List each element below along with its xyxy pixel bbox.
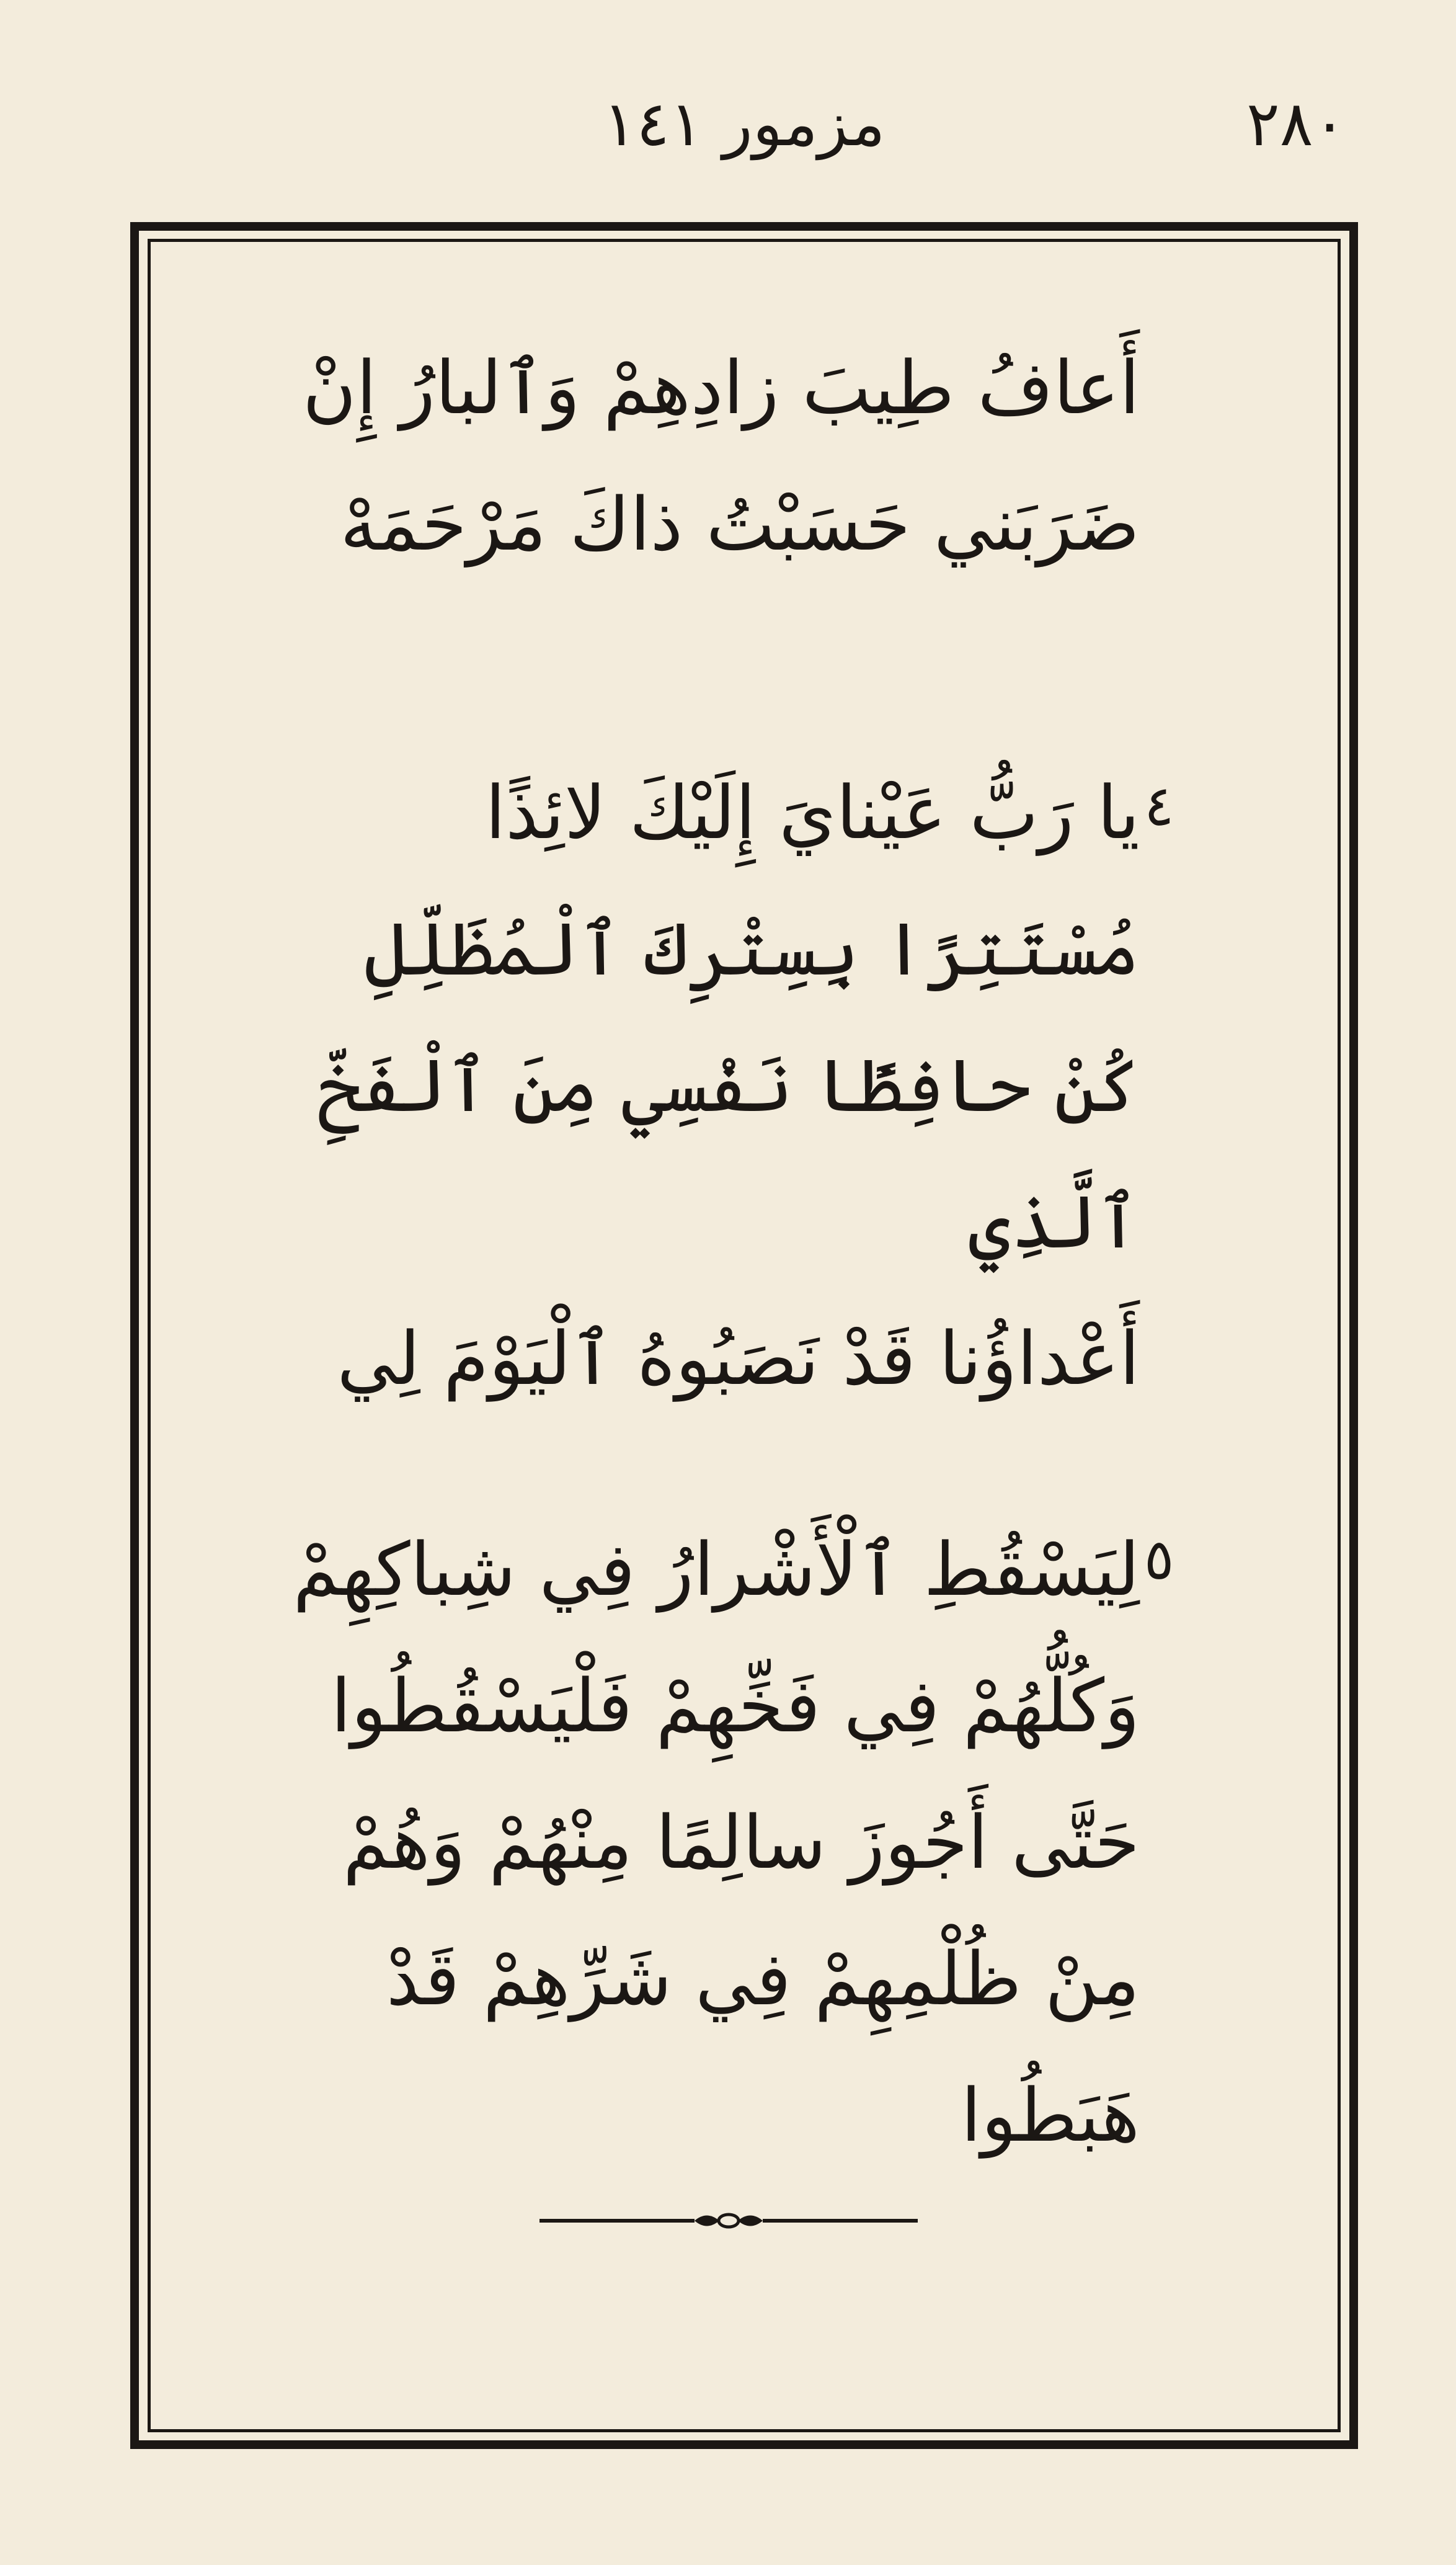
- verse-line: حَتَّى أَجُوزَ سالِمًا مِنْهُمْ وَهُمْ: [342, 1800, 1140, 1885]
- stanza-5: [272, 1501, 1140, 2184]
- stanza-4: [272, 744, 1140, 1427]
- verse-line: ضَرَبَني حَسَبْتُ ذاكَ مَرْحَمَهْ: [340, 481, 1140, 567]
- stanza-number: ٥: [1144, 1527, 1174, 1592]
- running-head: مزمور ١٤١: [603, 87, 886, 160]
- verse-line: مُسْتَتِرًا بِسِتْرِكَ ٱلْمُظَلِّلِ: [364, 906, 1140, 992]
- verse-line: كُنْ حافِظًا نَفْسِي مِنَ ٱلْفَخِّ ٱلَّذِي: [317, 1043, 1140, 1265]
- verse-line: يا رَبُّ عَيْنايَ إِلَيْكَ لائِذًا: [485, 770, 1140, 855]
- verse-line: أَعافُ طِيبَ زادِهِمْ وَٱلبارُ إِنْ: [302, 345, 1140, 430]
- page-number: ٢٨٠: [1246, 87, 1347, 160]
- verse-line: مِنْ ظُلْمِهِمْ فِي شَرِّهِمْ قَدْ هَبَطُوا: [386, 1936, 1140, 2158]
- verse-line: وَكُلُّهُمْ فِي فَخِّهِمْ فَلْيَسْقُطُوا: [331, 1663, 1140, 1749]
- end-ornament: [539, 2205, 918, 2236]
- stanza-number: ٤: [1144, 774, 1174, 839]
- verse-line: أَعْداؤُنا قَدْ نَصَبُوهُ ٱلْيَوْمَ لِي: [337, 1316, 1140, 1401]
- verse-line: لِيَسْقُطِ ٱلْأَشْرارُ فِي شِباكِهِمْ: [293, 1527, 1140, 1612]
- stanza-1: [272, 319, 1140, 592]
